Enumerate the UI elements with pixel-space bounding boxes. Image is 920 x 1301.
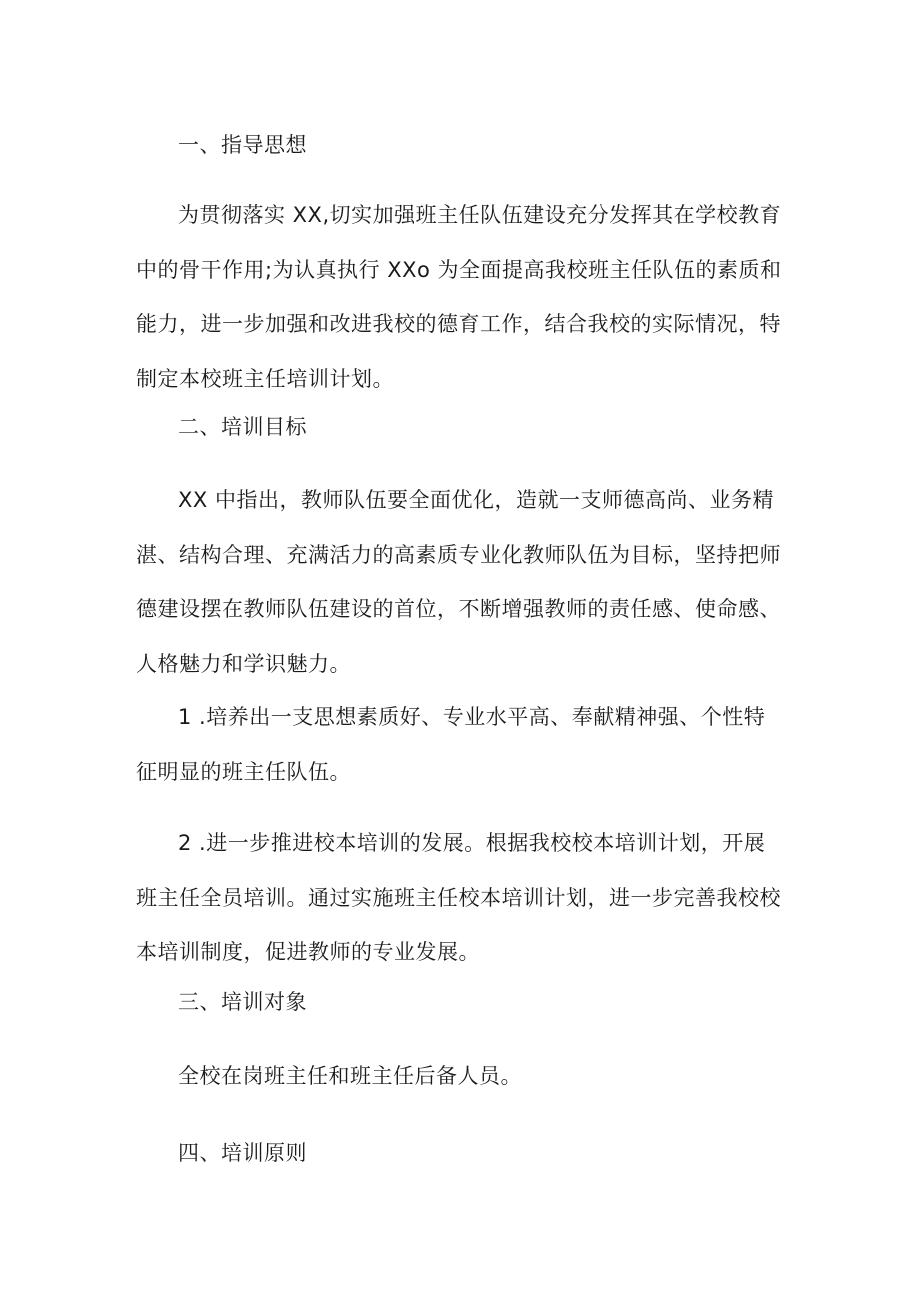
paragraph-line: 班主任全员培训。通过实施班主任校本培训计划，进一步完善我校校 <box>136 885 781 910</box>
paragraph-line: 征明显的班主任队伍。 <box>136 759 351 784</box>
section-heading <box>136 125 788 165</box>
heading-text: 四、培训原则 <box>178 1141 307 1165</box>
paragraph-line: XX 中指出，教师队伍要全面优化，造就一支师德高尚、业务精 <box>178 488 774 512</box>
numbered-paragraph <box>136 816 788 980</box>
section-heading <box>136 407 788 447</box>
heading-text: 一、指导思想 <box>178 133 307 157</box>
paragraph-line: 人格魅力和学识魅力。 <box>136 651 351 676</box>
paragraph-line: 德建设摆在教师队伍建设的首位，不断增强教师的责任感、使命感、 <box>136 597 781 621</box>
paragraph <box>136 1049 788 1104</box>
numbered-paragraph <box>136 690 788 799</box>
paragraph-line: 本培训制度，促进教师的专业发展。 <box>136 940 480 964</box>
paragraph-line: 中的骨干作用;为认真执行 XXo 为全面提高我校班主任队伍的素质和 <box>136 257 782 282</box>
paragraph <box>136 188 788 406</box>
paragraph-line: 全校在岗班主任和班主任后备人员。 <box>178 1064 522 1088</box>
paragraph-line: 1 .培养出一支思想素质好、专业水平高、奉献精神强、个性特 <box>178 705 766 729</box>
paragraph-line: 制定本校班主任培训计划。 <box>136 366 394 391</box>
paragraph-line: 湛、结构合理、充满活力的高素质专业化教师队伍为目标，坚持把师 <box>136 542 781 567</box>
paragraph-line: 2 .进一步推进校本培训的发展。根据我校校本培训计划，开展 <box>178 831 766 855</box>
section-heading <box>136 982 788 1022</box>
heading-text: 二、培训目标 <box>178 415 307 439</box>
paragraph-line: 为贯彻落实 XX,切实加强班主任队伍建设充分发挥其在学校教育 <box>178 203 782 227</box>
paragraph-line: 能力，进一步加强和改进我校的德育工作，结合我校的实际情况，特 <box>136 312 781 336</box>
section-heading <box>136 1133 788 1173</box>
paragraph <box>136 473 788 691</box>
heading-text: 三、培训对象 <box>178 990 307 1014</box>
